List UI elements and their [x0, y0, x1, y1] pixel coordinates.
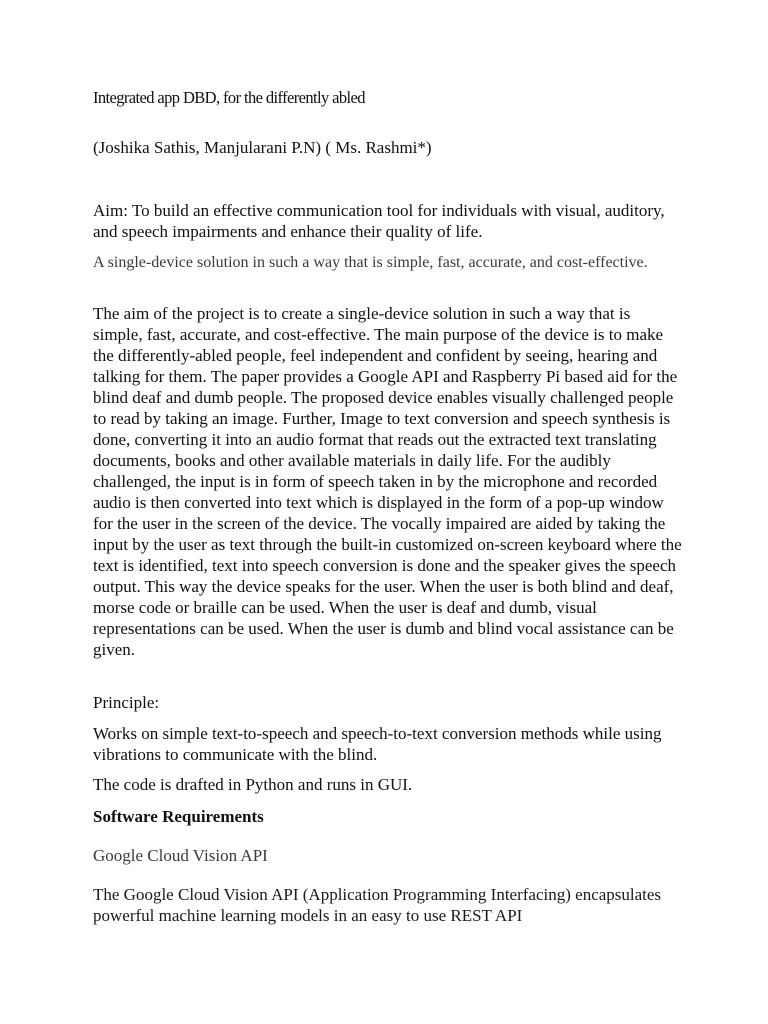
body-paragraph: The aim of the project is to create a single-device solution in such a way that is simple, fast, accurate, and cost-effective. The main purpose of the device is to make the differently-abled people, feel independent and confident by seeing, hearing and talking for them. The paper provides a Google API and Raspberry Pi based aid for the blind deaf and dumb people. The proposed device enables visually challenged people to read by taking an image. Further, Image to text conversion and speech synthesis is done, converting it into an audio format that reads out the extracted text translating documents, books and other available materials in daily life. For the audibly challenged, the input is in form of speech taken in by the microphone and recorded audio is then converted into text which is displayed in the form of a pop-up window for the user in the screen of the device. The vocally impaired are aided by taking the input by the user as text through the built-in customized on-screen keyboard where the text is identified, text into speech conversion is done and the speaker gives the speech output. This way the device speaks for the user. When the user is both blind and deaf, morse code or braille can be used. When the user is deaf and dumb, visual representations can be used. When the user is dumb and blind vocal assistance can be given.: [93, 304, 682, 659]
google-cloud-vision-heading: Google Cloud Vision API: [93, 846, 268, 865]
subaim-paragraph: A single-device solution in such a way that is simple, fast, accurate, and cost-effective.: [93, 254, 648, 271]
authors-line: (Joshika Sathis, Manjularani P.N) ( Ms. Rashmi*): [93, 138, 432, 157]
principle-label: Principle:: [93, 693, 160, 712]
principle-paragraph: Works on simple text-to-speech and speech-to-text conversion methods while using vibrations to communicate with the blind.: [93, 724, 662, 764]
aim-paragraph: Aim: To build an effective communication tool for individuals with visual, auditory, and speech impairments and enhance their quality of life.: [93, 201, 665, 241]
google-cloud-vision-paragraph: The Google Cloud Vision API (Application Programming Interfacing) encapsulates powerful machine learning models in an easy to use REST API: [93, 885, 662, 925]
document-title: Integrated app DBD, for the differently abled: [93, 88, 365, 107]
software-requirements-heading: Software Requirements: [93, 807, 264, 826]
code-paragraph: The code is drafted in Python and runs in GUI.: [93, 775, 413, 794]
